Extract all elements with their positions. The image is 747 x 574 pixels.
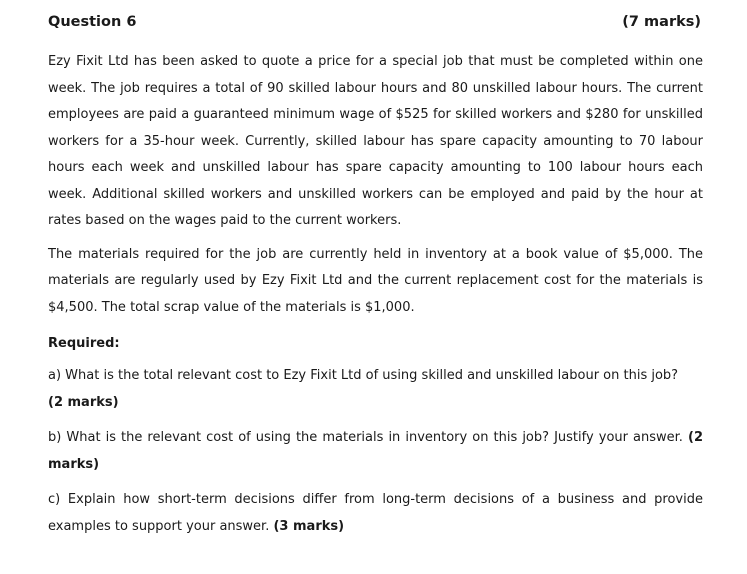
sub-question-c (48, 487, 703, 540)
required-heading: Required: (48, 336, 120, 351)
scenario-paragraph-labour: Ezy Fixit Ltd has been asked to quote a price for a special job that must be completed within one week. The job requires a total of 90 skilled labour hours and 80 unskilled labour hours. The current employees are paid a guaranteed minimum wage of $525 for skilled workers and $280 for unskilled workers for a 35-hour week. Currently, skilled labour has spare capacity amounting to 70 labour hours each week and unskilled labour has spare capacity amounting to 100 labour hours each week. Additional skilled workers and unskilled workers can be employed and paid by the hour at rates based on the wages paid to the current workers. (48, 54, 703, 228)
sub-question-b-text: b) What is the relevant cost of using the materials in inventory on this job? Justify your answer. (48, 430, 688, 445)
sub-question-b-marks: (2 marks) (48, 430, 703, 472)
sub-question-a (48, 363, 703, 416)
question-page (48, 14, 703, 540)
sub-question-b (48, 425, 703, 478)
sub-question-c-marks: (3 marks) (273, 518, 345, 534)
question-header (48, 14, 703, 42)
scenario-paragraph-materials: The materials required for the job are currently held in inventory at a book value of $5,000. The materials are regularly used by Ezy Fixit Ltd and the current replacement cost for the materials is $4,500. The total scrap value of the materials is $1,000. (48, 246, 703, 315)
sub-question-c-text: c) Explain how short-term decisions differ from long-term decisions of a business and provide examples to support your answer. (48, 492, 703, 534)
sub-question-a-marks: (2 marks) (48, 394, 119, 410)
question-title: Question 6 (48, 14, 137, 30)
question-total-marks: (7 marks) (622, 14, 701, 30)
sub-question-a-text: a) What is the total relevant cost to Ezy Fixit Ltd of using skilled and unskilled labour on this job? (48, 368, 679, 383)
